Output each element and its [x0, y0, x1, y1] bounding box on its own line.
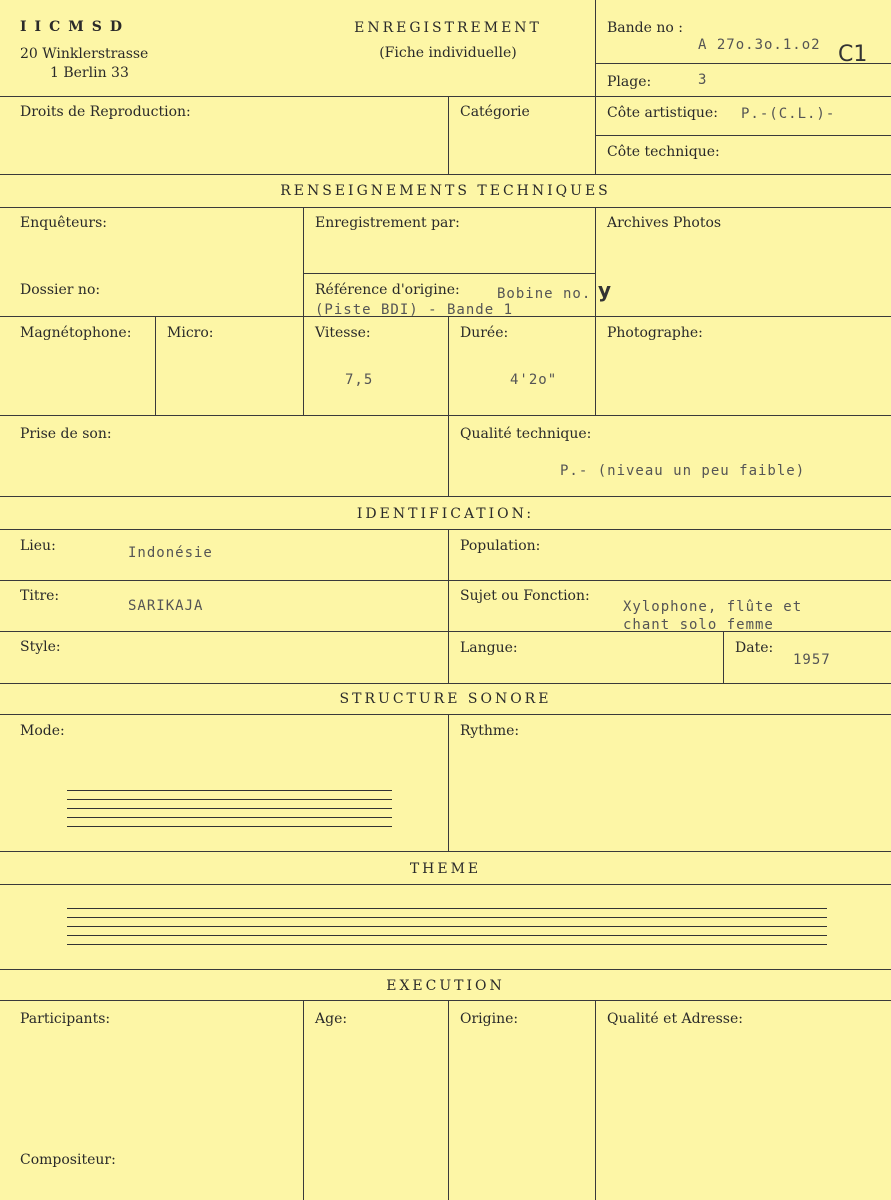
rule — [448, 316, 449, 496]
rule — [448, 1000, 449, 1200]
droits-label: Droits de Reproduction: — [20, 104, 191, 120]
section-execution-title: EXECUTION — [386, 978, 505, 994]
dossier-label: Dossier no: — [20, 282, 101, 298]
reference-value-2: (Piste BDI) - Bande 1 — [315, 302, 514, 318]
qualite-technique-label: Qualité technique: — [460, 426, 592, 442]
lieu-value: Indonésie — [128, 545, 213, 561]
sujet-value-2: chant solo femme — [623, 617, 774, 633]
address-line-1: 20 Winklerstrasse — [20, 46, 149, 62]
qualite-adresse-label: Qualité et Adresse: — [607, 1011, 743, 1027]
rule — [0, 207, 891, 208]
rule — [0, 496, 891, 497]
qualite-technique-value: P.- (niveau un peu faible) — [560, 463, 806, 479]
rule — [0, 529, 891, 530]
origine-label: Origine: — [460, 1011, 519, 1027]
rule — [303, 1000, 304, 1200]
vitesse-value: 7,5 — [345, 372, 374, 388]
address-line-2: 1 Berlin 33 — [50, 65, 129, 81]
rule — [448, 96, 449, 174]
rule — [0, 683, 891, 684]
duree-value: 4'2o" — [510, 372, 558, 388]
plage-label: Plage: — [607, 74, 652, 90]
institute-logo: IICMSD — [20, 19, 130, 35]
reference-label: Référence d'origine: — [315, 282, 460, 298]
rule — [595, 135, 891, 136]
form-title: ENREGISTREMENT — [354, 20, 542, 36]
bande-value: A 27o.3o.1.o2 — [698, 37, 821, 53]
enregistrement-par-label: Enregistrement par: — [315, 215, 460, 231]
mode-label: Mode: — [20, 723, 65, 739]
sujet-value-1: Xylophone, flûte et — [623, 599, 803, 615]
magnetophone-label: Magnétophone: — [20, 325, 132, 341]
sujet-label: Sujet ou Fonction: — [460, 588, 590, 604]
section-structure-title: STRUCTURE SONORE — [339, 691, 552, 707]
prise-de-son-label: Prise de son: — [20, 426, 112, 442]
rule — [0, 174, 891, 175]
rule — [0, 851, 891, 852]
section-theme-title: THEME — [409, 861, 482, 877]
style-label: Style: — [20, 639, 61, 655]
archives-photos-label: Archives Photos — [607, 215, 722, 231]
participants-label: Participants: — [20, 1011, 111, 1027]
photographe-label: Photographe: — [607, 325, 703, 341]
rule — [595, 207, 596, 415]
reference-value-1: Bobine no. — [497, 286, 592, 302]
rule — [0, 580, 891, 581]
bande-handwritten-note: C1 — [838, 42, 868, 67]
categorie-label: Catégorie — [460, 104, 530, 120]
date-value: 1957 — [793, 652, 831, 668]
cote-technique-label: Côte technique: — [607, 144, 720, 160]
lieu-label: Lieu: — [20, 538, 56, 554]
rule — [0, 1000, 891, 1001]
titre-value: SARIKAJA — [128, 598, 204, 614]
form-subtitle: (Fiche individuelle) — [379, 45, 517, 61]
cote-artistique-label: Côte artistique: — [607, 105, 718, 121]
enqueteurs-label: Enquêteurs: — [20, 215, 108, 231]
reference-handwritten-mark: y — [598, 278, 612, 302]
rule — [303, 207, 304, 415]
population-label: Population: — [460, 538, 541, 554]
rule — [155, 316, 156, 415]
rule — [448, 714, 449, 851]
duree-label: Durée: — [460, 325, 509, 341]
rythme-label: Rythme: — [460, 723, 520, 739]
rule — [448, 529, 449, 683]
rule — [595, 0, 596, 174]
rule — [0, 884, 891, 885]
cote-artistique-value: P.-(C.L.)- — [741, 106, 836, 122]
plage-value: 3 — [698, 72, 708, 88]
rule — [303, 273, 595, 274]
rule — [0, 96, 891, 97]
bande-label: Bande no : — [607, 20, 683, 36]
langue-label: Langue: — [460, 640, 518, 656]
titre-label: Titre: — [20, 588, 60, 604]
age-label: Age: — [315, 1011, 348, 1027]
rule — [595, 1000, 596, 1200]
rule — [0, 969, 891, 970]
micro-label: Micro: — [167, 325, 214, 341]
compositeur-label: Compositeur: — [20, 1152, 116, 1168]
rule — [723, 631, 724, 683]
section-technique-title: RENSEIGNEMENTS TECHNIQUES — [280, 183, 611, 199]
rule — [0, 415, 891, 416]
vitesse-label: Vitesse: — [315, 325, 371, 341]
rule — [0, 714, 891, 715]
date-label: Date: — [735, 640, 774, 656]
section-identification-title: IDENTIFICATION: — [356, 506, 535, 522]
